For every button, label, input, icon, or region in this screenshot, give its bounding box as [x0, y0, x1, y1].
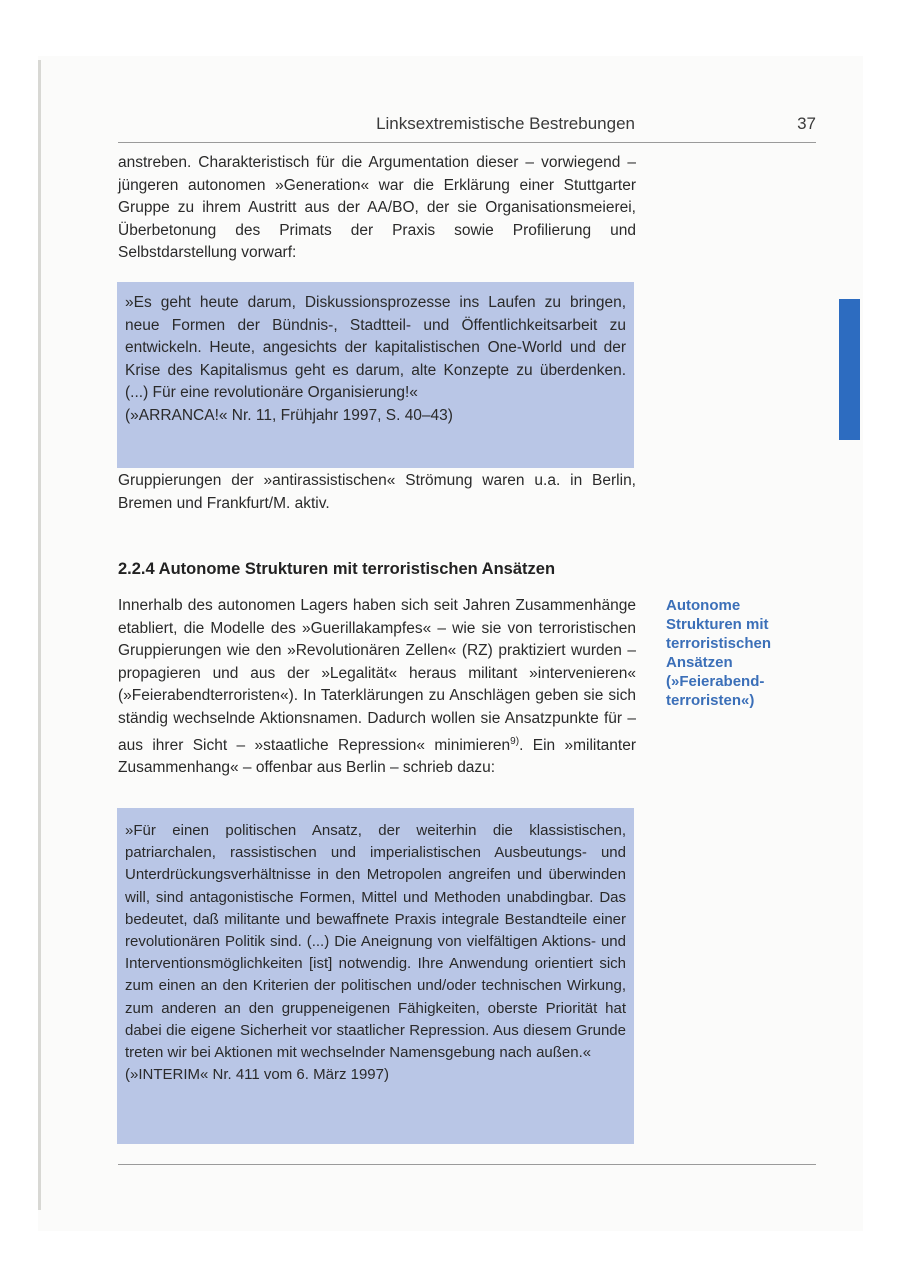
body-paragraph-3: [118, 595, 636, 795]
margin-note: [666, 596, 806, 710]
margin-note-line: terroristischen: [666, 635, 772, 652]
body-paragraph-1: anstreben. Charakteristisch für die Argumentation dieser – vorwiegend – jüngeren autonomen »Generation« war die Erklärung einer Stuttgarter Gruppe zu ihrem Austritt aus der AA/BO, der sie Organisationsmeierei, Überbetonung des Primats der Praxis sowie Profilierung und Selbstdarstellung vorwarf:: [118, 154, 636, 262]
margin-note-line: Ansätzen: [666, 654, 733, 671]
body-paragraph-2: Gruppierungen der »antirassistischen« Strömung waren u.a. in Berlin, Bremen und Frankfurt/M. aktiv.: [118, 472, 636, 512]
quote-box-1: [117, 282, 634, 468]
running-header-title: Linksextremistische Bestrebungen: [376, 114, 635, 133]
quote-2-source: (»INTERIM« Nr. 411 vom 6. März 1997): [125, 1066, 389, 1084]
footnote-reference[interactable]: 9): [510, 735, 520, 747]
quote-box-2: [117, 808, 634, 1144]
section-heading: 2.2.4 Autonome Strukturen mit terroristischen Ansätzen: [118, 560, 556, 578]
quote-1-source: (»ARRANCA!« Nr. 11, Frühjahr 1997, S. 40–43): [125, 406, 453, 424]
paragraph-3-text-b: . Ein »militanter Zusammenhang« – offenbar aus Berlin – schrieb dazu:: [118, 736, 636, 777]
margin-note-line: Autonome: [666, 597, 741, 614]
quote-1-text: »Es geht heute darum, Diskussionsprozesse ins Laufen zu bringen, neue Formen der Bündnis-, Stadtteil- und Öffentlichkeitsarbeit zu entwickeln. Heute, angesichts der kapitalistischen One-World und der Krise des Kapitalismus geht es darum, alte Konzepte zu überdenken. (...) Für eine revolutionäre Organisierung!«: [125, 294, 626, 402]
header-divider: [118, 142, 816, 143]
footer-divider: [118, 1164, 816, 1165]
paragraph-3-text-a: Innerhalb des autonomen Lagers haben sich seit Jahren Zusammenhänge etabliert, die Modelle des »Guerillakampfes« – wie sie von terroristischen Gruppierungen wie den »Revolutionären Zellen« (RZ) praktiziert wurden – propagieren und aus der »Legalität« heraus militant »intervenieren« (»Feierabendterroristen«). In Taterklärungen zu Anschlägen geben sie sich ständig wechselnde Aktionsnamen. Dadurch wollen sie Ansatzpunkte für – aus ihrer Sicht – »staatliche Repression« minimieren: [118, 597, 636, 754]
chapter-marker-tab: [839, 299, 860, 440]
margin-note-line: (»Feierabend-: [666, 673, 765, 690]
page-edge-shadow: [38, 60, 41, 1210]
page-number: 37: [797, 114, 816, 133]
margin-note-line: terroristen«): [666, 692, 755, 709]
margin-note-line: Strukturen mit: [666, 616, 769, 633]
quote-2-text: »Für einen politischen Ansatz, der weiterhin die klassistischen, patriarchalen, rassistischen und imperialistischen Ausbeutungs- und Unterdrückungsverhältnisse in den Metropolen angreifen und überwinden will, sind antagonistische Formen, Mittel und Methoden unabdingbar. Das bedeutet, daß militante und bewaffnete Praxis integrale Bestandteile einer revolutionären Politik sind. (...) Die Aneignung von vielfältigen Aktions- und Interventionsmöglichkeiten [ist] notwendig. Ihre Anwendung orientiert sich zum einen an den Kriterien der politischen und/oder technischen Wirkung, zum anderen an den gruppeneigenen Fähigkeiten, oberste Priorität hat dabei die eigene Sicherheit vor staatlicher Repression. Aus diesem Grunde treten wir bei Aktionen mit wechselnder Namensgebung nach außen.«: [125, 822, 626, 1062]
